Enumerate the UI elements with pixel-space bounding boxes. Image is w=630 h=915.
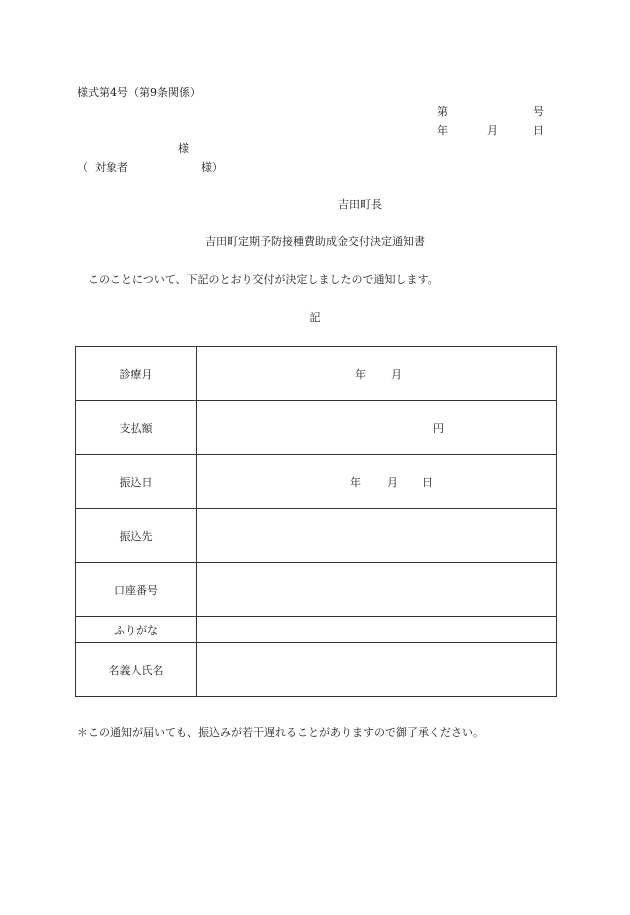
table-row-account-number xyxy=(76,563,557,617)
date-year-label: 年 xyxy=(437,124,448,137)
ki-heading: 記 xyxy=(309,311,321,324)
row-label: 診療月 xyxy=(76,347,197,401)
date-day-label: 日 xyxy=(533,124,544,137)
consult-year-unit: 年 xyxy=(355,367,366,381)
transfer-date-value xyxy=(197,455,557,509)
row-label: 振込日 xyxy=(76,455,197,509)
transfer-month-unit: 月 xyxy=(387,475,398,489)
issuer-name: 吉田町長 xyxy=(338,198,382,211)
form-number: 様式第4号（第9条関係） xyxy=(77,86,201,99)
target-person-label: 対象者 xyxy=(95,161,128,174)
row-label: 名義人氏名 xyxy=(76,643,197,697)
row-label: 支払額 xyxy=(76,401,197,455)
doc-number-suffix: 号 xyxy=(533,105,544,118)
consult-month-value xyxy=(197,347,557,401)
target-person-honorific: 様） xyxy=(201,161,223,174)
target-paren-open: （ xyxy=(77,161,88,174)
doc-number-label: 第 xyxy=(437,105,448,118)
table-row-account-holder xyxy=(76,643,557,697)
table-row-transfer-destination xyxy=(76,509,557,563)
furigana-value xyxy=(197,617,557,643)
addressee-honorific: 様 xyxy=(178,142,189,155)
document-title: 吉田町定期予防接種費助成金交付決定通知書 xyxy=(205,235,425,248)
account-number-value xyxy=(197,563,557,617)
footnote: ＊この通知が届いても、振込みが若干遅れることがありますので御了承ください。 xyxy=(77,726,484,739)
row-label: 振込先 xyxy=(76,509,197,563)
table-row-consult-month xyxy=(76,347,557,401)
transfer-destination-value xyxy=(197,509,557,563)
consult-month-unit: 月 xyxy=(391,367,402,381)
table-row-furigana xyxy=(76,617,557,643)
account-holder-value xyxy=(197,643,557,697)
row-label: ふりがな xyxy=(76,617,197,643)
table-row-transfer-date xyxy=(76,455,557,509)
transfer-year-unit: 年 xyxy=(350,475,361,489)
payment-amount-value xyxy=(197,401,557,455)
date-month-label: 月 xyxy=(487,124,498,137)
table-row-payment-amount xyxy=(76,401,557,455)
body-text: このことについて、下記のとおり交付が決定しましたので通知します。 xyxy=(88,273,439,286)
detail-table xyxy=(75,346,557,697)
transfer-day-unit: 日 xyxy=(422,475,433,489)
row-label: 口座番号 xyxy=(76,563,197,617)
yen-unit: 円 xyxy=(433,421,444,435)
